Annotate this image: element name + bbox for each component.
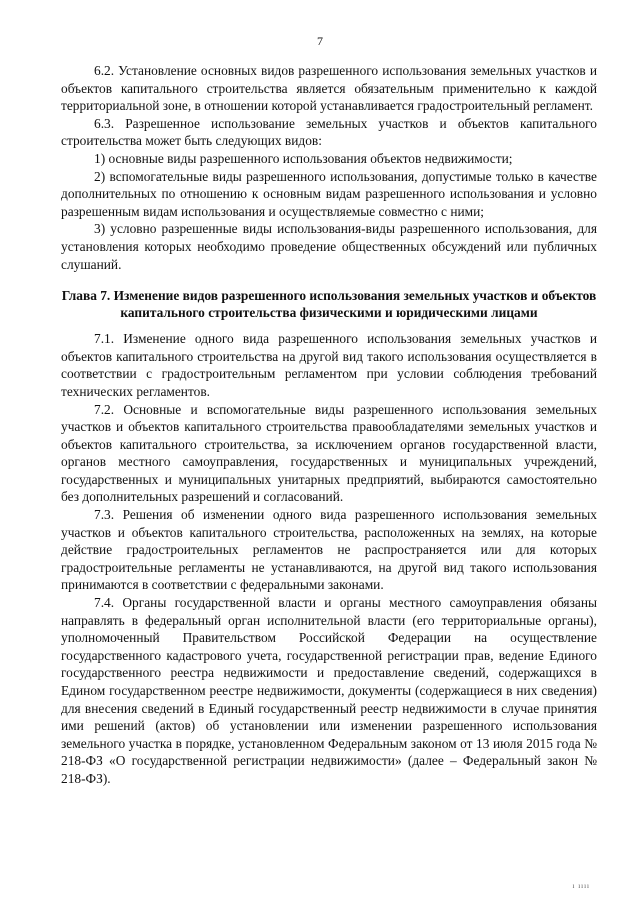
paragraph-7-2: 7.2. Основные и вспомогательные виды разрешенного использования земельных участков и объектов капитального строительства правообладателями земельных участков и объектов капитального строительства, за исключением органов государственной власти, органов местного самоуправления, государственных и муниципальных учреждений, государственных и муниципальных унитарных предприятий, выбираются самостоятельно без дополнительных разрешений и согласований.	[61, 401, 597, 505]
paragraph-6-2: 6.2. Установление основных видов разрешенного использования земельных участков и объектов капитального строительства является обязательным применительно к каждой территориальной зоне, в отношении которой устанавливается градостроительный регламент.	[61, 63, 597, 114]
page-number: 7	[317, 34, 323, 48]
list-item: 3) условно разрешенные виды использования-виды разрешенного использования, для установления которых необходимо проведение общественных обсуждений или публичных слушаний.	[61, 221, 597, 272]
document-body	[61, 62, 597, 788]
footer-mark: ı ıııı	[572, 882, 590, 890]
list-item: 1) основные виды разрешенного использования объектов недвижимости;	[94, 150, 513, 166]
chapter-7-heading: Глава 7. Изменение видов разрешенного использования земельных участков и объектов капитального строительства физическими и юридическими лицами	[61, 288, 597, 321]
paragraph-7-4: 7.4. Органы государственной власти и органы местного самоуправления обязаны направлять в федеральный орган исполнительной власти (его территориальные органы), уполномоченный Правительством Российской Федерации на осуществление государственного кадастрового учета, государственной регистрации прав, ведение Единого государственного реестра недвижимости и предоставление сведений, содержащихся в Едином государственном реестре недвижимости, документы (содержащиеся в них сведения) для внесения сведений в Единый государственный реестр недвижимости в случае принятия ими решений (актов) об установлении или изменении разрешенного использования земельного участка в порядке, установленном Федеральным законом от 13 июля 2015 года № 218-ФЗ «О государственной регистрации недвижимости» (далее – Федеральный закон № 218-ФЗ).	[61, 595, 597, 786]
paragraph-7-3: 7.3. Решения об изменении одного вида разрешенного использования земельных участков и объектов капитального строительства, расположенных на землях, на которые действие градостроительных регламентов не распространяется или для которых градостроительные регламенты не устанавливаются, на другой вид такого использования принимаются в соответствии с федеральными законами.	[61, 507, 597, 593]
paragraph-6-3: 6.3. Разрешенное использование земельных участков и объектов капитального строительства может быть следующих видов:	[61, 115, 597, 149]
list-item: 2) вспомогательные виды разрешенного использования, допустимые только в качестве дополнительных по отношению к основным видам разрешенного использования и условно разрешенным видам использования и осуществляемые совместно с ними;	[61, 168, 597, 219]
paragraph-7-1: 7.1. Изменение одного вида разрешенного использования земельных участков и объектов капитального строительства на другой вид такого использования осуществляется в соответствии с градостроительным регламентом при условии соблюдения требований технических регламентов.	[61, 331, 597, 399]
